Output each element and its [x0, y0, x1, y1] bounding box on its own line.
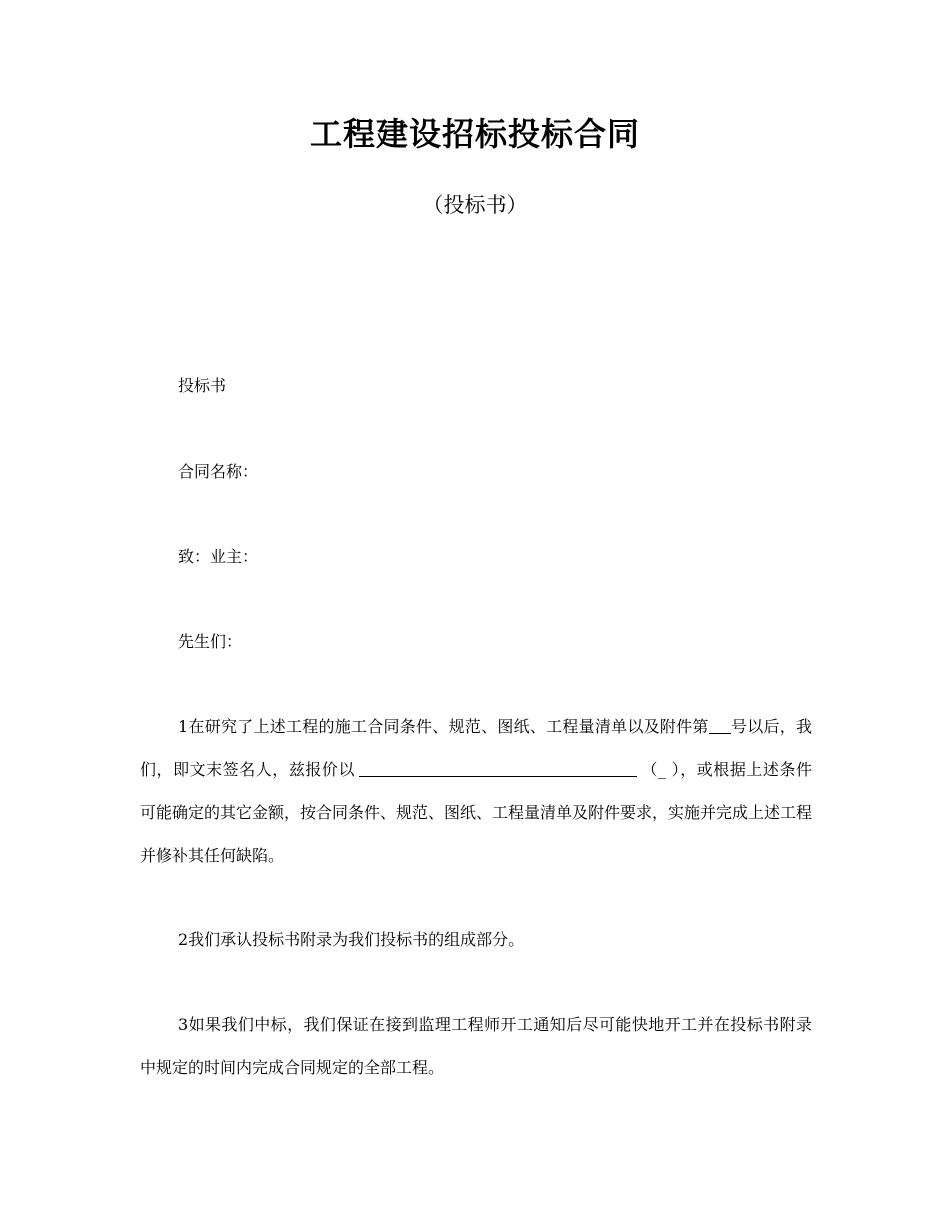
paragraph-1-text-a: 1在研究了上述工程的施工合同条件、规范、图纸、工程量清单以及附件第: [178, 717, 709, 736]
appendix-number-blank: [709, 717, 731, 734]
bid-heading: 投标书: [178, 376, 227, 395]
document-subtitle: （投标书）: [422, 193, 528, 217]
paragraph-1-text-b: 号以后，我们，即文末签名人，兹报价以: [140, 717, 812, 779]
to-owner-label: 致：业主：: [178, 547, 259, 566]
salutation: 先生们：: [178, 632, 243, 651]
document-title: 工程建设招标投标合同: [309, 115, 640, 153]
paragraph-1-text-c: （_ ），或根据上述条件可能确定的其它金额，按合同条件、规范、图纸、工程量清单及附件要求，实施并完成上述工程并修补其任何缺陷。: [140, 760, 813, 865]
bid-amount-blank: [359, 760, 637, 777]
contract-name-label: 合同名称：: [178, 462, 259, 481]
paragraph-2: 2我们承认投标书附录为我们投标书的组成部分。: [178, 930, 525, 949]
paragraph-1: [140, 705, 812, 877]
paragraph-3: 3如果我们中标，我们保证在接到监理工程师开工通知后尽可能快地开工并在投标书附录中规定的时间内完成合同规定的全部工程。: [140, 1015, 812, 1077]
